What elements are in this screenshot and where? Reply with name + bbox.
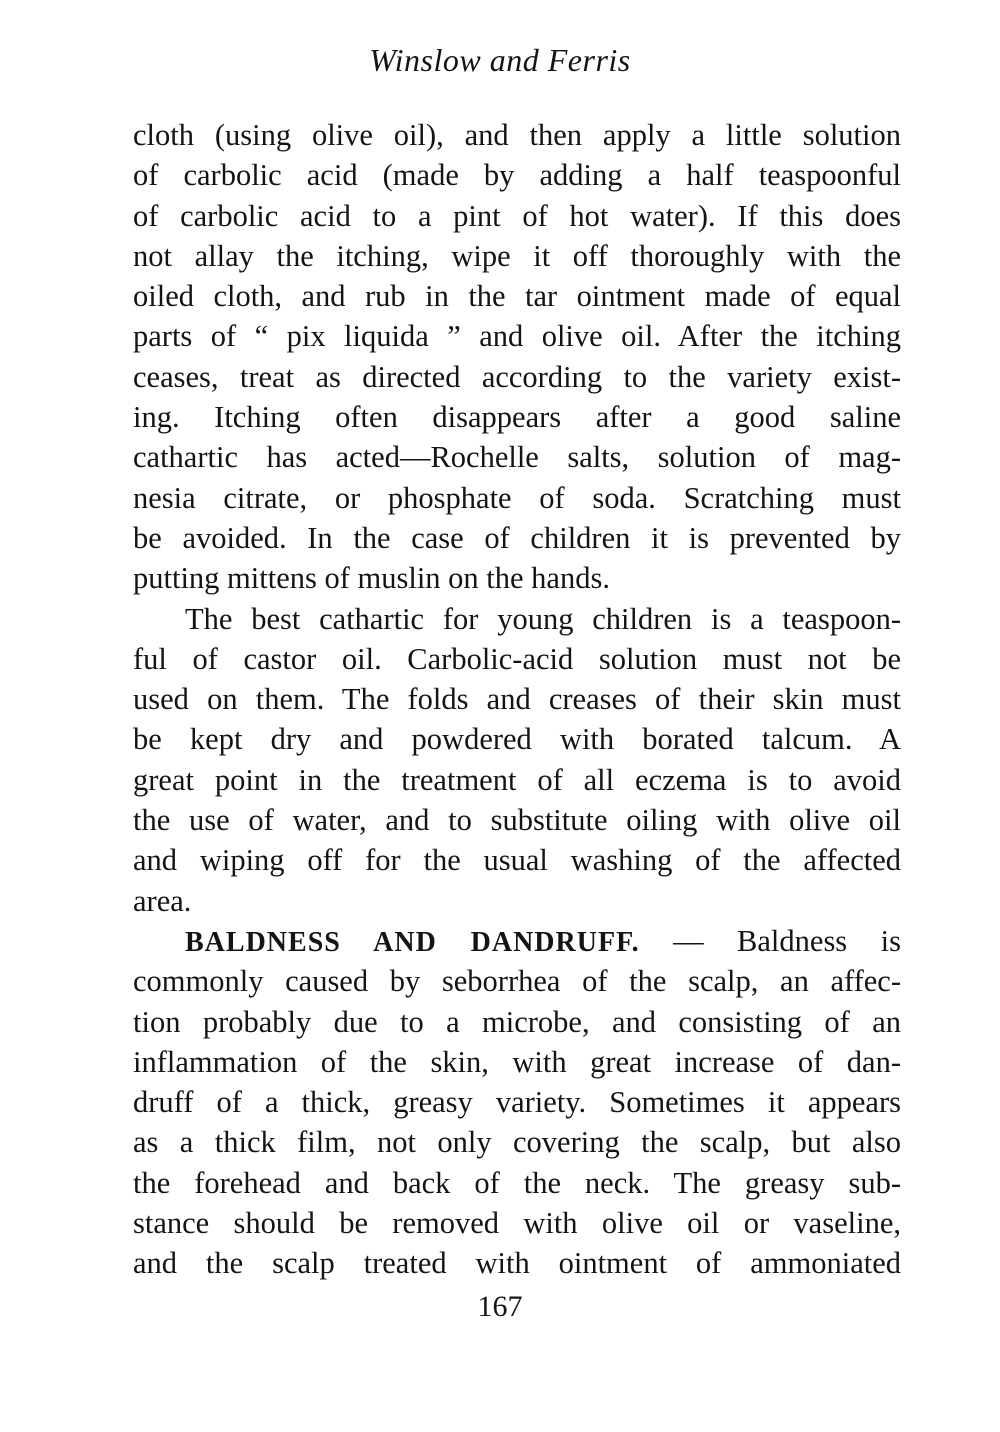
text-line: cathartic has acted—Rochelle salts, solution of mag- bbox=[133, 440, 901, 475]
text-line: area. bbox=[133, 883, 192, 918]
text-line: ful of castor oil. Carbolic-acid solution must not be bbox=[133, 641, 901, 676]
body-text bbox=[133, 115, 901, 1284]
text-line: the use of water, and to substitute oiling with olive oil bbox=[133, 803, 901, 838]
text-line: ceases, treat as directed according to the variety exist- bbox=[133, 359, 901, 394]
page-number: 167 bbox=[477, 1290, 523, 1323]
text-line: of carbolic acid to a pint of hot water). If this does bbox=[133, 198, 901, 233]
text-line: inflammation of the skin, with great increase of dan- bbox=[133, 1044, 901, 1079]
text-line: druff of a thick, greasy variety. Sometimes it appears bbox=[133, 1085, 901, 1120]
text-line: not allay the itching, wipe it off thoroughly with the bbox=[133, 238, 901, 273]
section-heading: BALDNESS AND DANDRUFF. bbox=[185, 926, 640, 958]
section-first-line bbox=[133, 921, 901, 961]
text-line: commonly caused by seborrhea of the scalp, an affec- bbox=[133, 964, 901, 999]
text-line: cloth (using olive oil), and then apply a little solution bbox=[133, 118, 901, 152]
text-line: nesia citrate, or phosphate of soda. Scratching must bbox=[133, 480, 901, 515]
text-line: as a thick film, not only covering the scalp, but also bbox=[133, 1125, 901, 1160]
running-head: Winslow and Ferris bbox=[369, 42, 631, 78]
text-line: stance should be removed with olive oil or vaseline, bbox=[133, 1206, 901, 1241]
text-line: the forehead and back of the neck. The greasy sub- bbox=[133, 1165, 901, 1200]
text-line: be avoided. In the case of children it is prevented by bbox=[133, 520, 901, 555]
text-line: of carbolic acid (made by adding a half teaspoonful bbox=[133, 158, 901, 193]
text-line: ing. Itching often disappears after a good saline bbox=[133, 400, 901, 435]
text-line: oiled cloth, and rub in the tar ointment made of equal bbox=[133, 279, 901, 314]
text-line: parts of “ pix liquida ” and olive oil. After the itching bbox=[133, 319, 901, 354]
text-line: great point in the treatment of all eczema is to avoid bbox=[133, 762, 901, 797]
text-line: used on them. The folds and creases of their skin must bbox=[133, 682, 901, 717]
text-line: and the scalp treated with ointment of ammoniated bbox=[133, 1246, 901, 1281]
text-line: and wiping off for the usual washing of the affected bbox=[133, 843, 901, 878]
text-line: The best cathartic for young children is a teaspoon- bbox=[185, 601, 901, 636]
text-line: be kept dry and powdered with borated talcum. A bbox=[133, 722, 901, 757]
text-line: tion probably due to a microbe, and consisting of an bbox=[133, 1004, 901, 1039]
section-first-line-text: — Baldness is bbox=[639, 923, 901, 958]
text-line: putting mittens of muslin on the hands. bbox=[133, 561, 610, 596]
